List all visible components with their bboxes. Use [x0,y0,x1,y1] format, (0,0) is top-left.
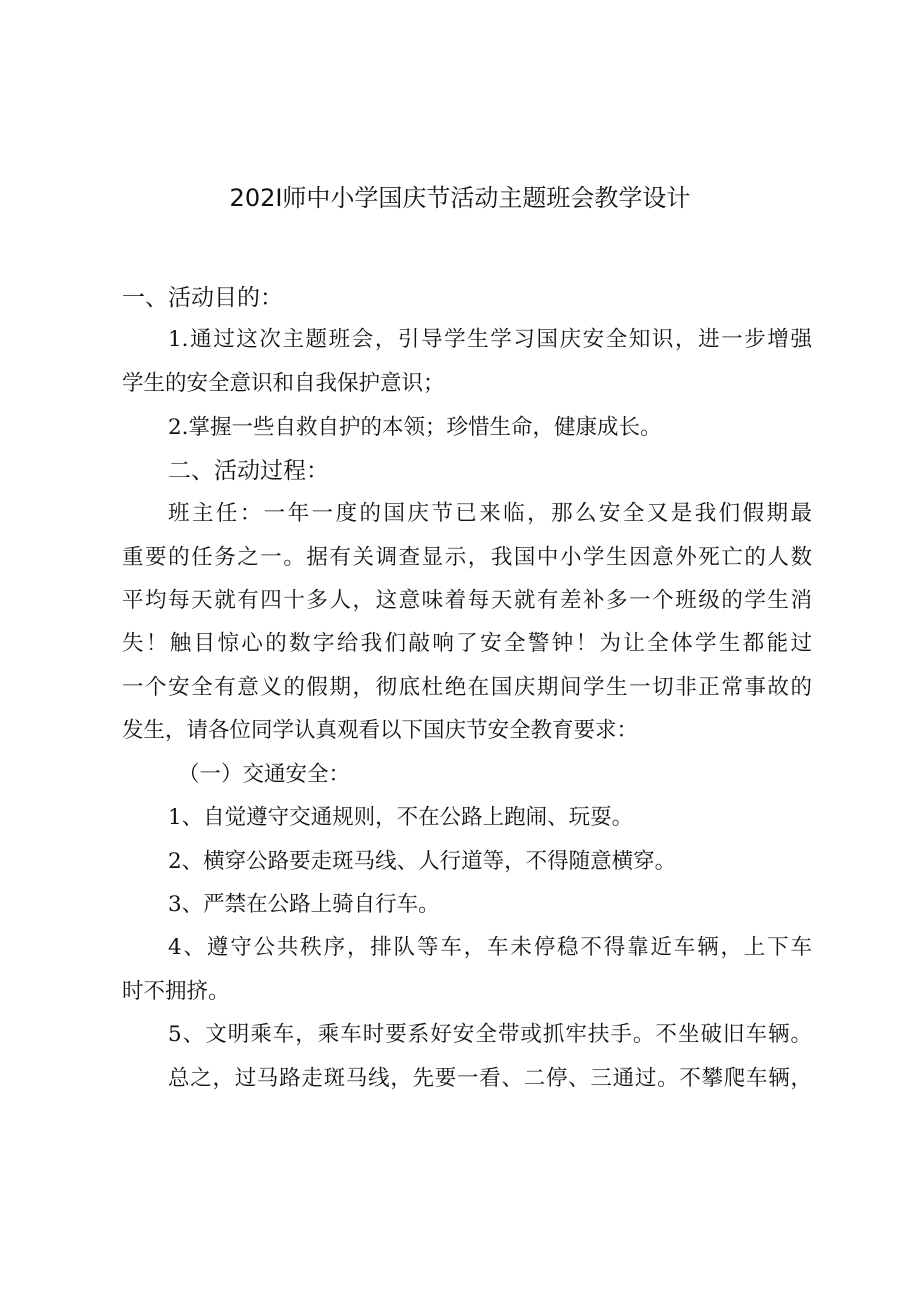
intro-line-2: 重要的任务之一。据有关调查显示，我国中小学生因意外死亡的人数 [122,545,812,570]
goal-1-line-2: 学生的安全意识和自我保护意识； [122,371,445,396]
traffic-rule-4-line-2: 时不拥挤。 [122,979,230,1004]
subsection-heading-traffic-safety: （一）交通安全： [178,762,351,787]
summary-line-1: 总之，过马路走斑马线，先要一看、二停、三通过。不攀爬车辆， [168,1066,812,1091]
section-heading-activity-process: 二、活动过程： [168,458,329,484]
intro-line-1: 班主任：一年一度的国庆节已来临，那么安全又是我们假期最 [168,501,812,526]
traffic-rule-3: 3、严禁在公路上骑自行车。 [168,892,440,917]
intro-line-6: 发生，请各位同学认真观看以下国庆节安全教育要求： [122,718,639,743]
traffic-rule-1: 1、自觉遵守交通规则，不在公路上跑闹、玩耍。 [168,805,634,830]
intro-line-4: 失！触目惊心的数字给我们敲响了安全警钟！为让全体学生都能过 [122,631,812,656]
intro-line-3: 平均每天就有四十多人，这意味着每天就有差补多一个班级的学生消 [122,588,812,613]
section-heading-activity-goals: 一、活动目的： [122,285,283,311]
goal-1-line-1: 1.通过这次主题班会，引导学生学习国庆安全知识，进一步增强 [168,327,812,352]
document-title: 202I师中小学国庆节活动主题班会教学设计 [229,184,691,212]
traffic-rule-5: 5、文明乘车，乘车时要系好安全带或抓牢扶手。不坐破旧车辆。 [168,1022,812,1047]
traffic-rule-4-line-1: 4、遵守公共秩序，排队等车，车未停稳不得靠近车辆，上下车 [168,935,812,960]
traffic-rule-2: 2、横穿公路要走斑马线、人行道等，不得随意横穿。 [168,849,677,874]
intro-line-5: 一个安全有意义的假期，彻底杜绝在国庆期间学生一切非正常事故的 [122,675,812,700]
goal-2: 2.掌握一些自救自护的本领；珍惜生命，健康成长。 [168,415,662,440]
